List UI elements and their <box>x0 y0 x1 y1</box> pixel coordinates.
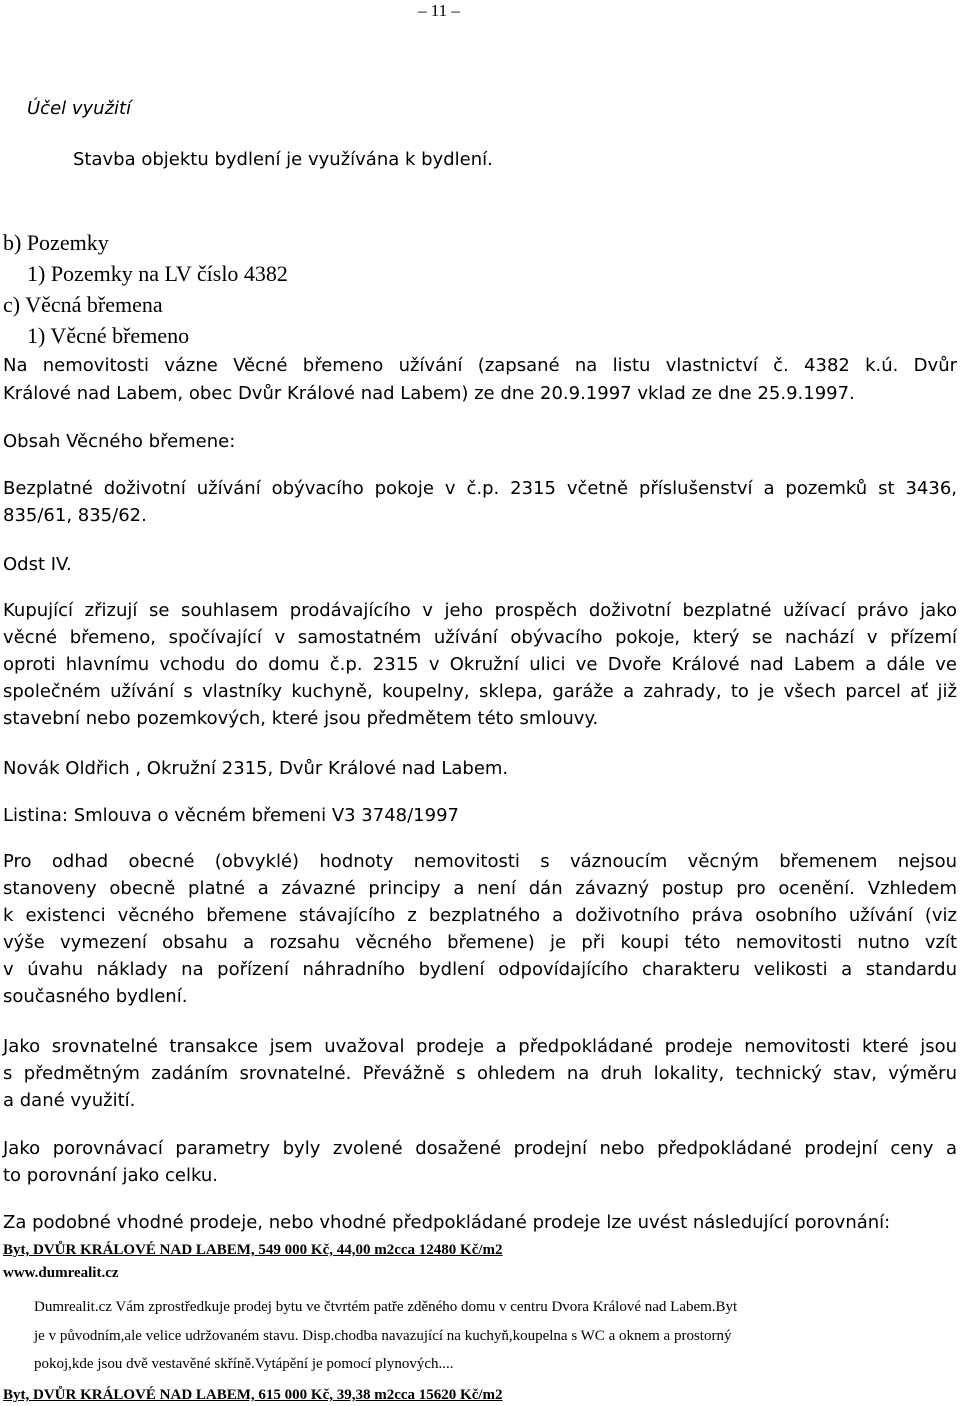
listing-url[interactable]: www.dumrealit.cz <box>3 1265 119 1281</box>
buyers-paragraph-line: oproti hlavnímu vchodu do domu č.p. 2315 v Okružní ulici ve Dvoře Králové nad Labem a dále ve <box>3 654 957 675</box>
section-title: Účel využití <box>27 98 132 119</box>
content-text-line: Bezplatné doživotní užívání obývacího pokoje v č.p. 2315 včetně příslušenství a pozemků st 3436, <box>3 478 957 499</box>
comparison-paragraph-line: Jako srovnatelné transakce jsem uvažoval prodeje a předpokládané prodeje nemovitosti které jsou <box>3 1036 957 1057</box>
listing-description-line: pokoj,kde jsou dvě vestavěné skříně.Vytápění je pomocí plynových.... <box>34 1356 454 1372</box>
heading-vecna-bremena: c) Věcná břemena <box>3 292 163 317</box>
page-number: – 11 – <box>418 1 460 20</box>
buyers-paragraph-line: společném užívání s vlastníky kuchyně, koupelny, sklepa, garáže a zahrady, to je všech parcel ať již <box>3 681 957 702</box>
heading-vecne-bremeno: 1) Věcné břemeno <box>27 323 190 348</box>
similar-sales-intro: Za podobné vhodné prodeje, nebo vhodné předpokládané prodeje lze uvést následující porovnání: <box>3 1212 891 1233</box>
easement-holder: Novák Oldřich , Okružní 2315, Dvůr Králové nad Labem. <box>3 758 509 779</box>
listina-reference: Listina: Smlouva o věcném břemeni V3 3748/1997 <box>3 805 459 826</box>
listing-description-line: je v původním,ale velice udržovaném stavu. Disp.chodba navazující na kuchyň,koupelna s WC a oknem a prostorný <box>34 1328 732 1344</box>
easement-text-line: Na nemovitosti vázne Věcné břemeno užívání (zapsané na listu vlastnictví č. 4382 k.ú. Dvůr <box>3 355 957 376</box>
heading-pozemky: b) Pozemky <box>3 230 109 255</box>
comparison-paragraph-line: s předmětným zadáním srovnatelné. Převážně s ohledem na druh lokality, technický stav, výměru <box>3 1063 957 1084</box>
valuation-paragraph-line: stanoveny obecně platné a závazné principy a není dán závazný postup pro ocenění. Vzhledem <box>3 878 957 899</box>
easement-text-line: Králové nad Labem, obec Dvůr Králové nad Labem) ze dne 20.9.1997 vklad ze dne 25.9.1997. <box>3 383 855 404</box>
buyers-paragraph-line: Kupující zřizují se souhlasem prodávajícího v jeho prospěch doživotní bezplatné užívací právo jako <box>3 600 957 621</box>
comparison-paragraph-line: a dané využití. <box>3 1090 136 1111</box>
valuation-paragraph-line: současného bydlení. <box>3 986 188 1007</box>
odst-label: Odst IV. <box>3 554 72 575</box>
params-paragraph-line: to porovnání jako celku. <box>3 1165 218 1186</box>
buyers-paragraph-line: věcné břemeno, spočívající v samostatném užívání obývacího pokoje, který se nachází v přízemí <box>3 627 957 648</box>
valuation-paragraph-line: Pro odhad obecné (obvyklé) hodnoty nemovitosti s váznoucím věcným břemenem nejsou <box>3 851 957 872</box>
valuation-paragraph-line: k existenci věcného břemene stávajícího z bezplatného a doživotního práva osobního užívání (viz <box>3 905 957 926</box>
listing-title[interactable]: Byt, DVŮR KRÁLOVÉ NAD LABEM, 549 000 Kč, 44,00 m2cca 12480 Kč/m2 <box>3 1242 503 1258</box>
valuation-paragraph-line: v úvahu náklady na pořízení náhradního bydlení odpovídajícího charakteru velikosti a standardu <box>3 959 957 980</box>
listing-description-line: Dumrealit.cz Vám zprostředkuje prodej bytu ve čtvrtém patře zděného domu v centru Dvora Králové nad Labem.Byt <box>34 1299 738 1315</box>
content-text-line: 835/61, 835/62. <box>3 505 147 526</box>
valuation-paragraph-line: výše vymezení obsahu a rozsahu věcného břemene) je při koupi této nemovitosti nutno vzít <box>3 932 957 953</box>
buyers-paragraph-line: stavební nebo pozemkových, které jsou předmětem této smlouvy. <box>3 708 599 729</box>
content-label: Obsah Věcného břemene: <box>3 431 236 452</box>
params-paragraph-line: Jako porovnávací parametry byly zvolené dosažené prodejní nebo předpokládané prodejní ceny a <box>3 1138 957 1159</box>
listing-title[interactable]: Byt, DVŮR KRÁLOVÉ NAD LABEM, 615 000 Kč, 39,38 m2cca 15620 Kč/m2 <box>3 1387 503 1403</box>
usage-text: Stavba objektu bydlení je využívána k bydlení. <box>73 149 493 170</box>
heading-pozemky-lv: 1) Pozemky na LV číslo 4382 <box>27 261 288 286</box>
